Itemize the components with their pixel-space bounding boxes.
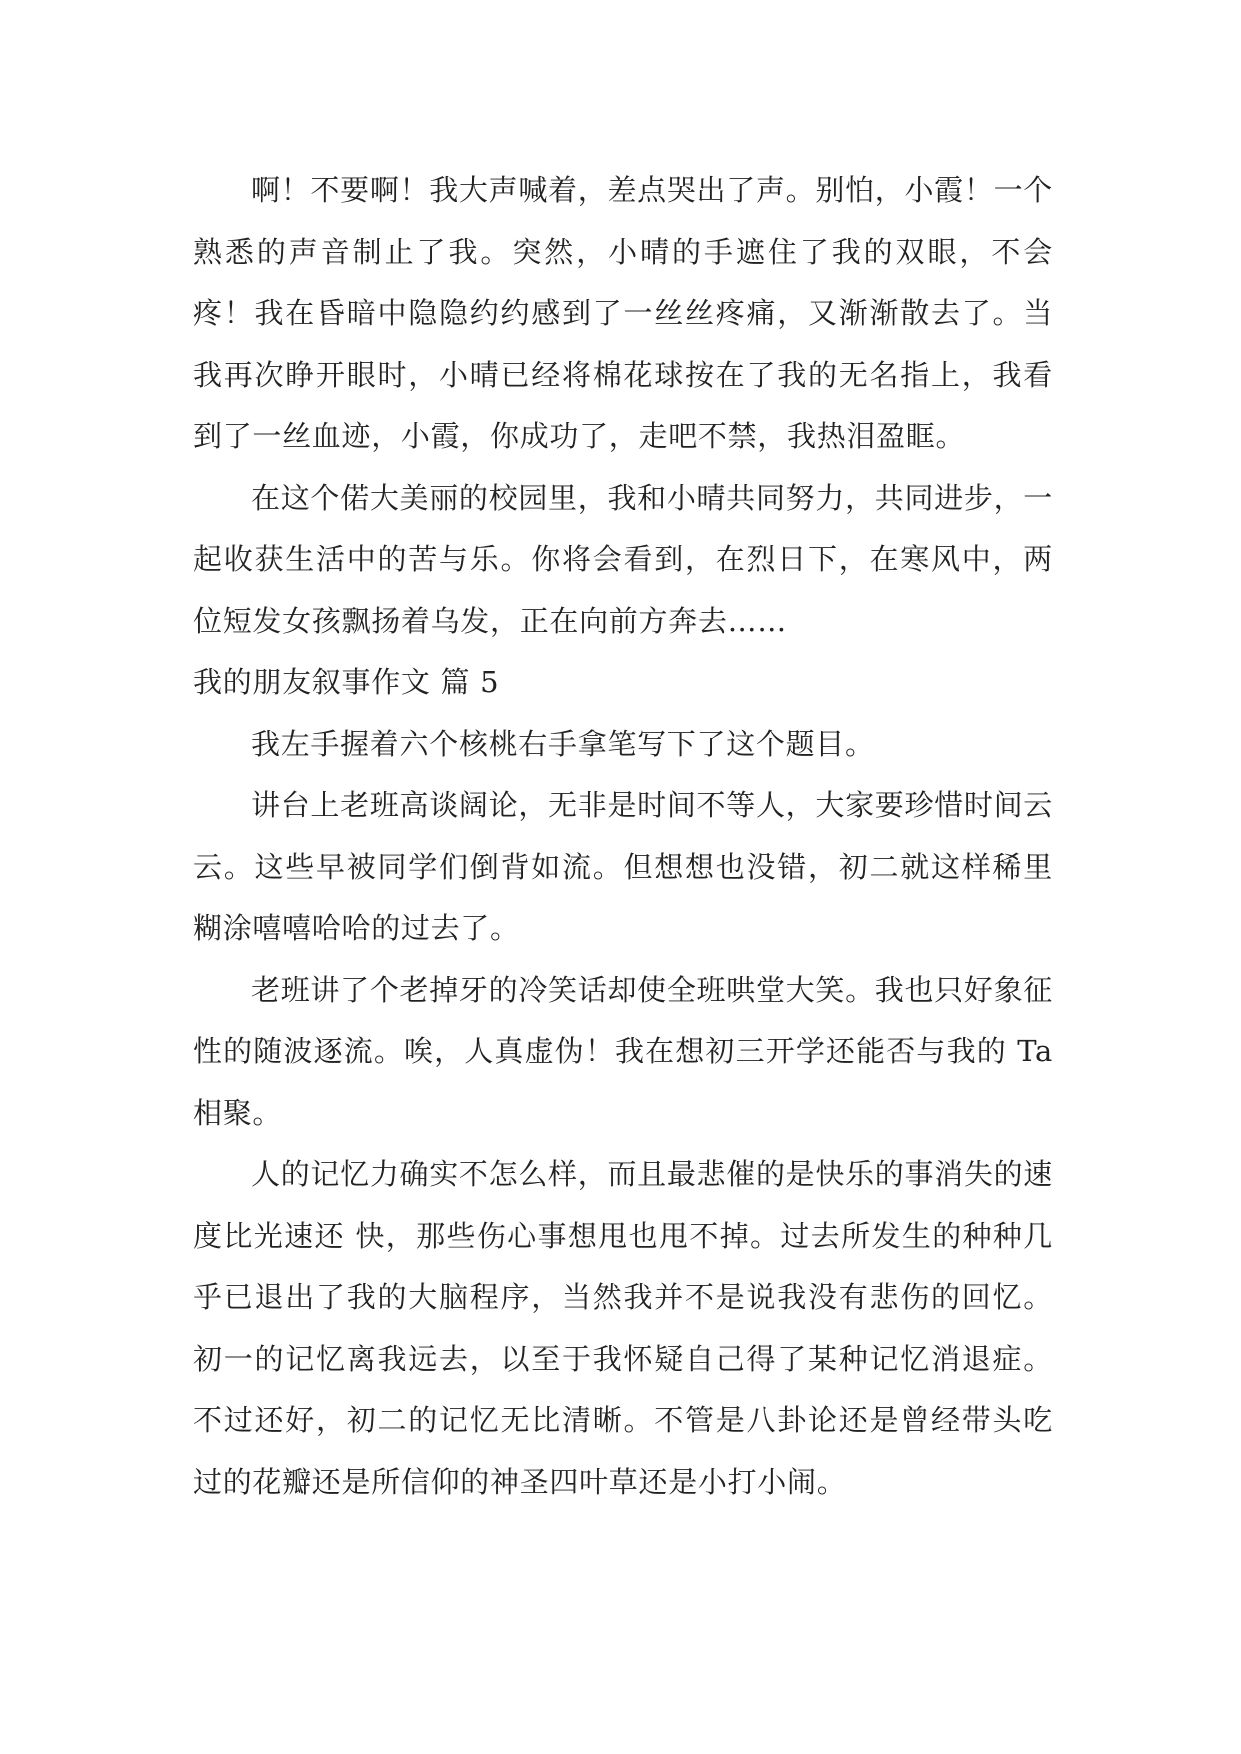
paragraph-1: 啊！不要啊！我大声喊着，差点哭出了声。别怕，小霞！一个熟悉的声音制止了我。突然，小晴的手遮住了我的双眼，不会疼！我在昏暗中隐隐约约感到了一丝丝疼痛，又渐渐散去了。当我再次睁开眼时，小晴已经将棉花球按在了我的无名指上，我看到了一丝血迹，小霞，你成功了，走吧不禁，我热泪盈眶。 [193, 173, 1053, 453]
document-body [193, 160, 1053, 1513]
section-heading: 我的朋友叙事作文 篇 5 [193, 665, 500, 699]
paragraph-4: 讲台上老班高谈阔论，无非是时间不等人，大家要珍惜时间云云。这些早被同学们倒背如流。但想想也没错，初二就这样稀里糊涂嘻嘻哈哈的过去了。 [193, 788, 1053, 945]
paragraph-3: 我左手握着六个核桃右手拿笔写下了这个题目。 [251, 726, 875, 761]
paragraph-5: 老班讲了个老掉牙的冷笑话却使全班哄堂大笑。我也只好象征性的随波逐流。唉，人真虚伪！我在想初三开学还能否与我的 Ta 相聚。 [193, 972, 1053, 1130]
paragraph-2: 在这个偌大美丽的校园里，我和小晴共同努力，共同进步，一起收获生活中的苦与乐。你将会看到，在烈日下，在寒风中，两位短发女孩飘扬着乌发，正在向前方奔去…… [193, 480, 1053, 638]
paragraph-6: 人的记忆力确实不怎么样，而且最悲催的是快乐的事消失的速度比光速还 快，那些伤心事想甩也甩不掉。过去所发生的种种几乎已退出了我的大脑程序，当然我并不是说我没有悲伤的回忆。初一的记忆离我远去，以至于我怀疑自己得了某种记忆消退症。不过还好，初二的记忆无比清晰。不管是八卦论还是曾经带头吃过的花瓣还是所信仰的神圣四叶草还是小打小闹。 [193, 1157, 1053, 1499]
